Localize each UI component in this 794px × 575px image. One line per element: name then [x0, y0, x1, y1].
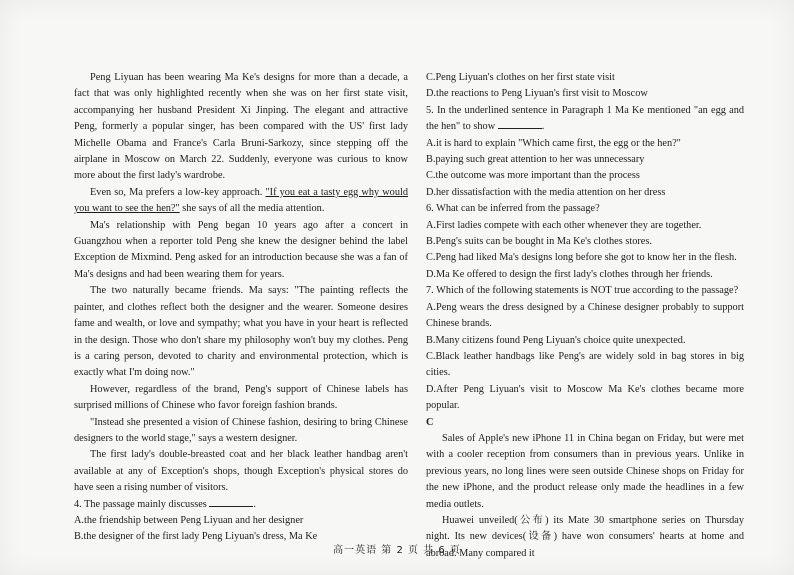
- passage-paragraph-7: The first lady's double-breasted coat and her black leather handbag aren't available at any of Exception's shops, though Exception's physical stores do have seen a rising number of visitors.: [74, 449, 408, 494]
- section-heading-c: C: [426, 416, 434, 428]
- passage-c-paragraph-1: Sales of Apple's new iPhone 11 in China began on Friday, but were met with a cooler reception from consumers than in previous years. Unlike in previous years, no long lines were seen outside Chinese shops on Friday for the new iPhone, and the product release only made the headlines in a few media outlets.: [426, 432, 744, 510]
- passage-paragraph-2: [74, 185, 408, 218]
- question-4-text: 4. The passage mainly discusses: [74, 498, 207, 510]
- passage-paragraph-3: Ma's relationship with Peng began 10 years ago after a concert in Guangzhou when a reporter told Peng she knew the designer behind the label Exception de Mixmind. Peng asked for an introduction because she was a fan of Ma's designs and had been wearing them for years.: [74, 219, 408, 280]
- underlined-quote: "If you eat a tasty egg why would you want to see the hen?": [74, 186, 408, 215]
- question-5-option-c: C.the outcome was more important than the process: [426, 170, 640, 182]
- question-6-option-b: B.Peng's suits can be bought in Ma Ke's clothes stores.: [426, 236, 652, 248]
- answer-blank: [209, 497, 253, 507]
- question-4-option-b: B.the designer of the first lady Peng Liyuan's dress, Ma Ke: [74, 531, 318, 543]
- question-7-option-a: A.Peng wears the dress designed by a Chinese designer probably to support Chinese brands.: [426, 301, 744, 330]
- question-4-option-c: C.Peng Liyuan's clothes on her first state visit: [426, 72, 615, 83]
- question-4-option-d: D.the reactions to Peng Liyuan's first visit to Moscow: [426, 88, 648, 100]
- passage-paragraph-4: The two naturally became friends. Ma says: "The painting reflects the painter, and clothes reflect both the designer and the wearer. Someone desires fame and wealth, or love and sympathy; what you have in your heart is reflected in the design. Those who don't share my philosophy won't buy my clothes. Peng is a caring person, devoted to charity and environmental protection, which is exactly what I'm doing now.": [74, 285, 408, 379]
- question-5-stem: 5. In the underlined sentence in Paragraph 1 Ma Ke mentioned "an egg and the hen" to show .: [426, 104, 744, 133]
- passage-c-paragraph-2: Huawei unveiled(公布) its Mate 30 smartphone series on Thursday night. Its new devices(设备) have won consumers' hearts at home and abroad. Many compared it: [426, 514, 744, 559]
- question-5-text: 5. In the underlined sentence in Paragraph 1 Ma Ke mentioned "an egg and the hen" to: [426, 104, 744, 133]
- paragraph-2-lead: Even so, Ma prefers a low-key approach.: [90, 186, 266, 198]
- question-5-text-cont: show: [473, 121, 496, 133]
- question-7-option-c: C.Black leather handbags like Peng's are widely sold in bag stores in big cities.: [426, 350, 744, 379]
- right-column: [426, 70, 744, 562]
- passage-paragraph-1: Peng Liyuan has been wearing Ma Ke's designs for more than a decade, a fact that was only highlighted recently when she was on her first state visit, accompanying her husband President Xi Jinping. The elegant and attractive Peng, formerly a popular singer, has been compared with the US' first lady Michelle Obama and France's Carla Bruni-Sarkozy, since stepping off the airplane in Moscow on March 22. Suddenly, everyone was curious to know more about the first lady's wardrobe.: [74, 72, 408, 182]
- question-5-option-a: A.it is hard to explain "Which came first, the egg or the hen?": [426, 137, 681, 149]
- left-column: [74, 70, 408, 546]
- question-7-option-b: B.Many citizens found Peng Liyuan's choice quite unexpected.: [426, 334, 686, 346]
- paragraph-2-tail: she says of all the media attention.: [179, 203, 325, 215]
- question-7-option-d: D.After Peng Liyuan's visit to Moscow Ma Ke's clothes became more popular.: [426, 383, 744, 412]
- passage-paragraph-6: "Instead she presented a vision of Chinese fashion, desiring to bring Chinese designers to the world stage," says a western designer.: [74, 416, 408, 444]
- page-footer: 高一英语 第 2 页 共 6 页: [333, 545, 461, 556]
- question-4-option-a: A.the friendship between Peng Liyuan and her designer: [74, 514, 304, 526]
- question-6-option-d: D.Ma Ke offered to design the first lady's clothes through her friends.: [426, 268, 713, 280]
- question-5-option-d: D.her dissatisfaction with the media attention on her dress: [426, 186, 666, 198]
- question-6-option-a: A.First ladies compete with each other whenever they are together.: [426, 219, 702, 231]
- question-4-stem: 4. The passage mainly discusses .: [74, 498, 256, 510]
- question-5-option-b: B.paying such great attention to her was unnecessary: [426, 154, 645, 166]
- passage-paragraph-5: However, regardless of the brand, Peng's support of Chinese labels has surprised millions of Chinese who favor foreign fashion brands.: [74, 383, 408, 412]
- question-6-stem: 6. What can be inferred from the passage?: [426, 203, 600, 215]
- answer-blank: [498, 119, 542, 129]
- question-6-option-c: C.Peng had liked Ma's designs long before she got to know her in the flesh.: [426, 252, 737, 264]
- question-7-stem: 7. Which of the following statements is NOT true according to the passage?: [426, 285, 739, 297]
